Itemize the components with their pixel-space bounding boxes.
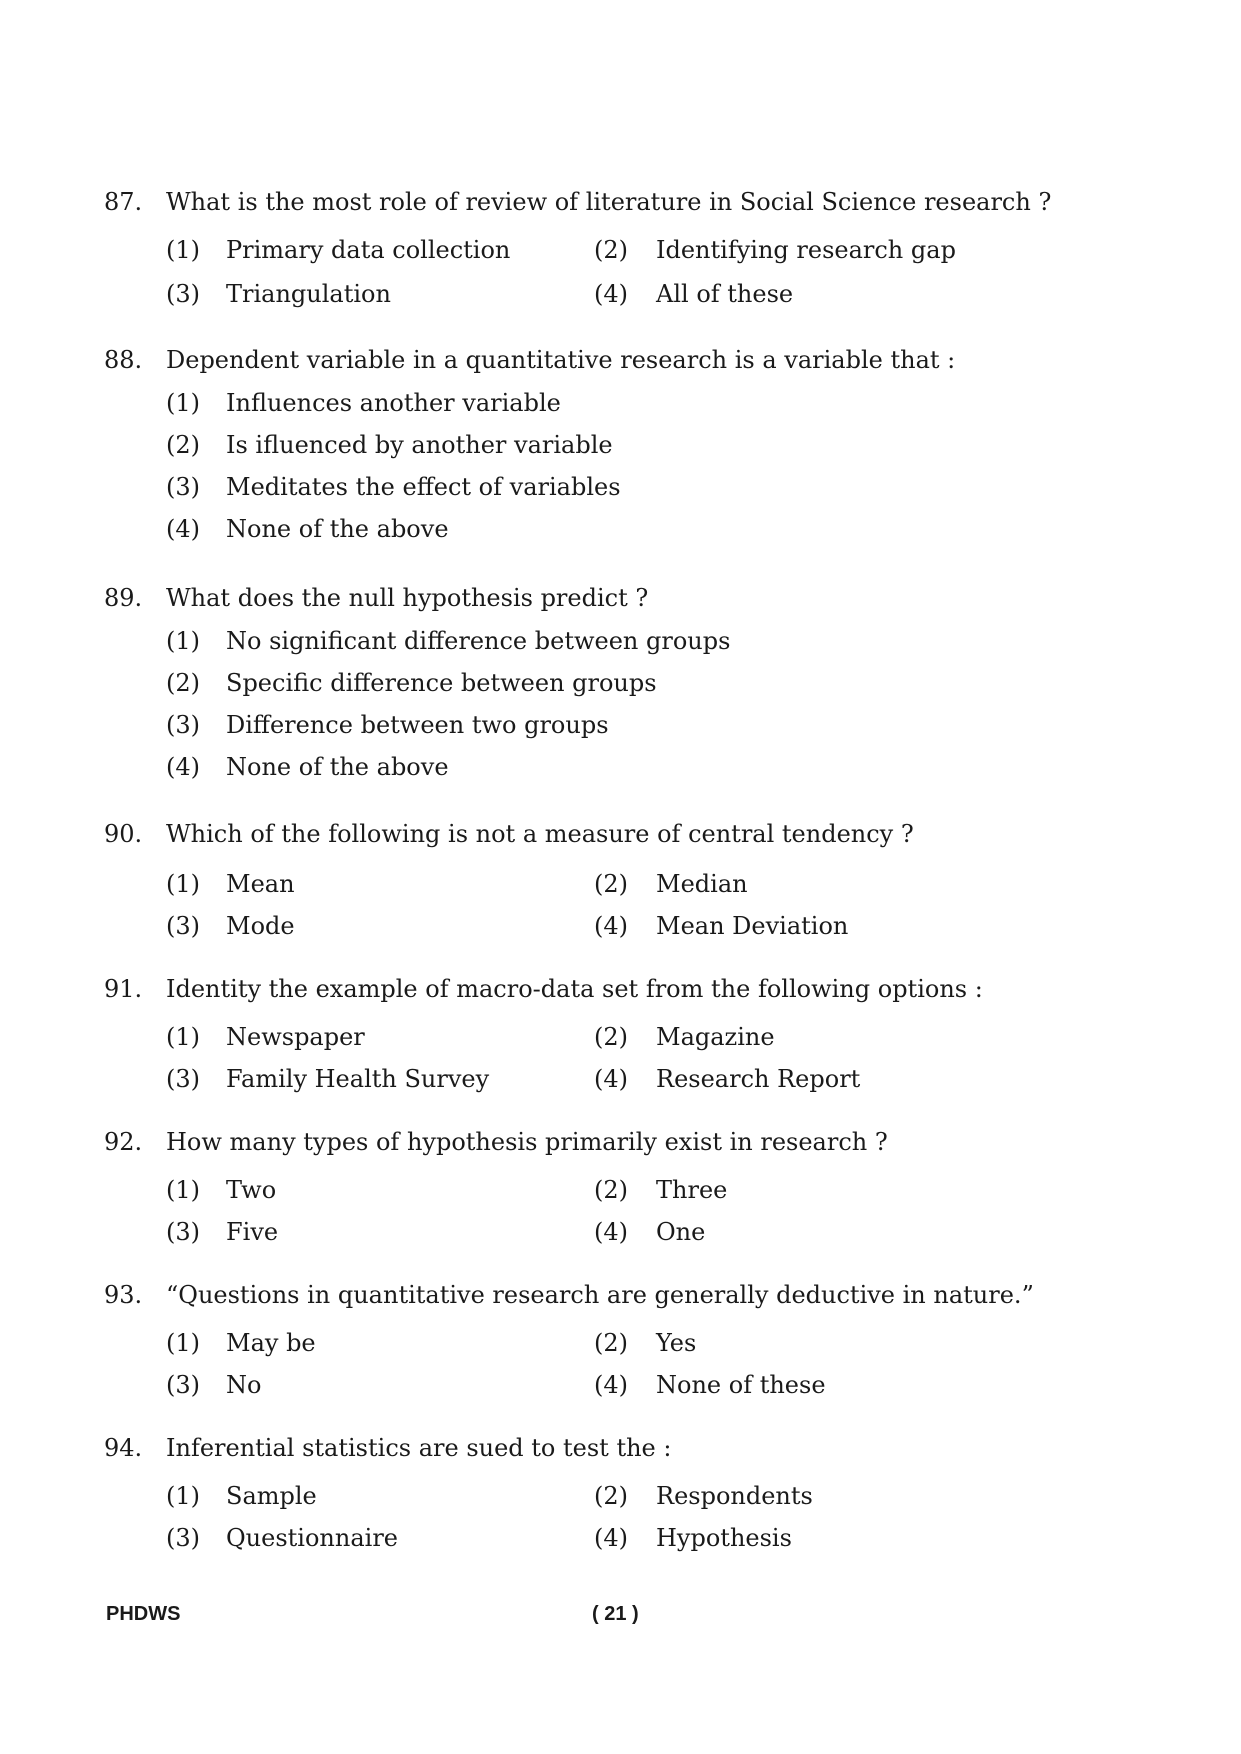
option-text: None of these <box>656 1371 826 1399</box>
option-number: (2) <box>594 1023 628 1051</box>
option-number: (1) <box>166 236 200 264</box>
question-number: 92. <box>104 1128 143 1156</box>
option-row <box>0 1520 1241 1556</box>
option-number: (1) <box>166 1329 200 1357</box>
option-text: Mean <box>226 870 295 898</box>
option-number: (2) <box>594 236 628 264</box>
option-number: (2) <box>166 431 200 459</box>
option-text: Yes <box>656 1329 697 1357</box>
question-stem <box>0 1124 1241 1160</box>
option-row <box>0 1172 1241 1208</box>
question-90 <box>0 816 1241 944</box>
option-text: Specific difference between groups <box>226 669 657 697</box>
option-number: (3) <box>166 1371 200 1399</box>
option-number: (1) <box>166 870 200 898</box>
option-row <box>0 908 1241 944</box>
question-92 <box>0 1124 1241 1250</box>
option-number: (1) <box>166 1482 200 1510</box>
question-text: How many types of hypothesis primarily exist in research ? <box>166 1128 888 1156</box>
option-row <box>0 232 1241 268</box>
option-number: (1) <box>166 1176 200 1204</box>
option-text: One <box>656 1218 706 1246</box>
question-89 <box>0 580 1241 785</box>
option-number: (4) <box>594 912 628 940</box>
option-row <box>0 1061 1241 1097</box>
question-number: 93. <box>104 1281 143 1309</box>
option-text: Identifying research gap <box>656 236 956 264</box>
option-text: Triangulation <box>226 280 391 308</box>
question-94 <box>0 1430 1241 1556</box>
option-text: Sample <box>226 1482 317 1510</box>
option-number: (3) <box>166 280 200 308</box>
question-stem <box>0 1277 1241 1313</box>
option-text: None of the above <box>226 753 449 781</box>
option-number: (4) <box>594 1371 628 1399</box>
option-2 <box>0 665 1241 701</box>
option-text: Mode <box>226 912 295 940</box>
option-text: Questionnaire <box>226 1524 398 1552</box>
question-text: Dependent variable in a quantitative research is a variable that : <box>166 346 956 374</box>
option-2 <box>0 427 1241 463</box>
option-text: Magazine <box>656 1023 775 1051</box>
question-number: 88. <box>104 346 143 374</box>
question-text: Which of the following is not a measure of central tendency ? <box>166 820 914 848</box>
option-number: (3) <box>166 912 200 940</box>
option-number: (1) <box>166 1023 200 1051</box>
question-stem <box>0 971 1241 1007</box>
page-footer <box>0 1596 1241 1632</box>
option-number: (3) <box>166 1524 200 1552</box>
question-stem <box>0 580 1241 616</box>
option-number: (2) <box>594 1176 628 1204</box>
question-number: 89. <box>104 584 143 612</box>
option-1 <box>0 623 1241 659</box>
question-88 <box>0 342 1241 547</box>
question-text: “Questions in quantitative research are generally deductive in nature.” <box>166 1281 1034 1309</box>
option-3 <box>0 707 1241 743</box>
option-row <box>0 276 1241 312</box>
question-stem <box>0 342 1241 378</box>
option-text: Research Report <box>656 1065 861 1093</box>
option-number: (4) <box>594 1065 628 1093</box>
option-number: (4) <box>594 1218 628 1246</box>
page-number: ( 21 ) <box>592 1603 639 1625</box>
option-row <box>0 866 1241 902</box>
option-text: Two <box>226 1176 277 1204</box>
option-number: (4) <box>166 753 200 781</box>
option-text: Family Health Survey <box>226 1065 490 1093</box>
option-text: Meditates the effect of variables <box>226 473 621 501</box>
question-87 <box>0 184 1241 312</box>
question-stem <box>0 1430 1241 1466</box>
question-number: 94. <box>104 1434 143 1462</box>
paper-code: PHDWS <box>106 1603 181 1625</box>
option-text: Median <box>656 870 748 898</box>
option-row <box>0 1325 1241 1361</box>
question-stem <box>0 184 1241 220</box>
question-number: 90. <box>104 820 143 848</box>
option-text: May be <box>226 1329 316 1357</box>
option-row <box>0 1214 1241 1250</box>
option-number: (2) <box>594 1482 628 1510</box>
option-3 <box>0 469 1241 505</box>
question-text: What is the most role of review of literature in Social Science research ? <box>166 188 1052 216</box>
option-text: Newspaper <box>226 1023 365 1051</box>
option-text: Hypothesis <box>656 1524 792 1552</box>
option-text: Five <box>226 1218 279 1246</box>
option-4 <box>0 749 1241 785</box>
option-text: Primary data collection <box>226 236 511 264</box>
option-number: (3) <box>166 1218 200 1246</box>
option-text: Influences another variable <box>226 389 561 417</box>
option-text: Mean Deviation <box>656 912 849 940</box>
option-number: (3) <box>166 1065 200 1093</box>
option-text: Is ifluenced by another variable <box>226 431 613 459</box>
option-text: Difference between two groups <box>226 711 609 739</box>
question-text: Inferential statistics are sued to test the : <box>166 1434 672 1462</box>
question-93 <box>0 1277 1241 1403</box>
option-text: No significant difference between groups <box>226 627 731 655</box>
option-number: (4) <box>594 280 628 308</box>
option-number: (2) <box>594 1329 628 1357</box>
option-number: (4) <box>166 515 200 543</box>
option-text: None of the above <box>226 515 449 543</box>
option-number: (4) <box>594 1524 628 1552</box>
option-number: (2) <box>594 870 628 898</box>
question-91 <box>0 971 1241 1097</box>
option-row <box>0 1367 1241 1403</box>
option-number: (1) <box>166 389 200 417</box>
option-text: No <box>226 1371 262 1399</box>
option-4 <box>0 511 1241 547</box>
option-number: (2) <box>166 669 200 697</box>
option-text: All of these <box>656 280 794 308</box>
question-text: What does the null hypothesis predict ? <box>166 584 649 612</box>
question-stem <box>0 816 1241 852</box>
option-text: Respondents <box>656 1482 813 1510</box>
option-text: Three <box>656 1176 728 1204</box>
option-1 <box>0 385 1241 421</box>
question-number: 87. <box>104 188 143 216</box>
option-row <box>0 1478 1241 1514</box>
question-text: Identity the example of macro-data set from the following options : <box>166 975 983 1003</box>
option-number: (3) <box>166 711 200 739</box>
option-row <box>0 1019 1241 1055</box>
option-number: (1) <box>166 627 200 655</box>
option-number: (3) <box>166 473 200 501</box>
question-number: 91. <box>104 975 143 1003</box>
